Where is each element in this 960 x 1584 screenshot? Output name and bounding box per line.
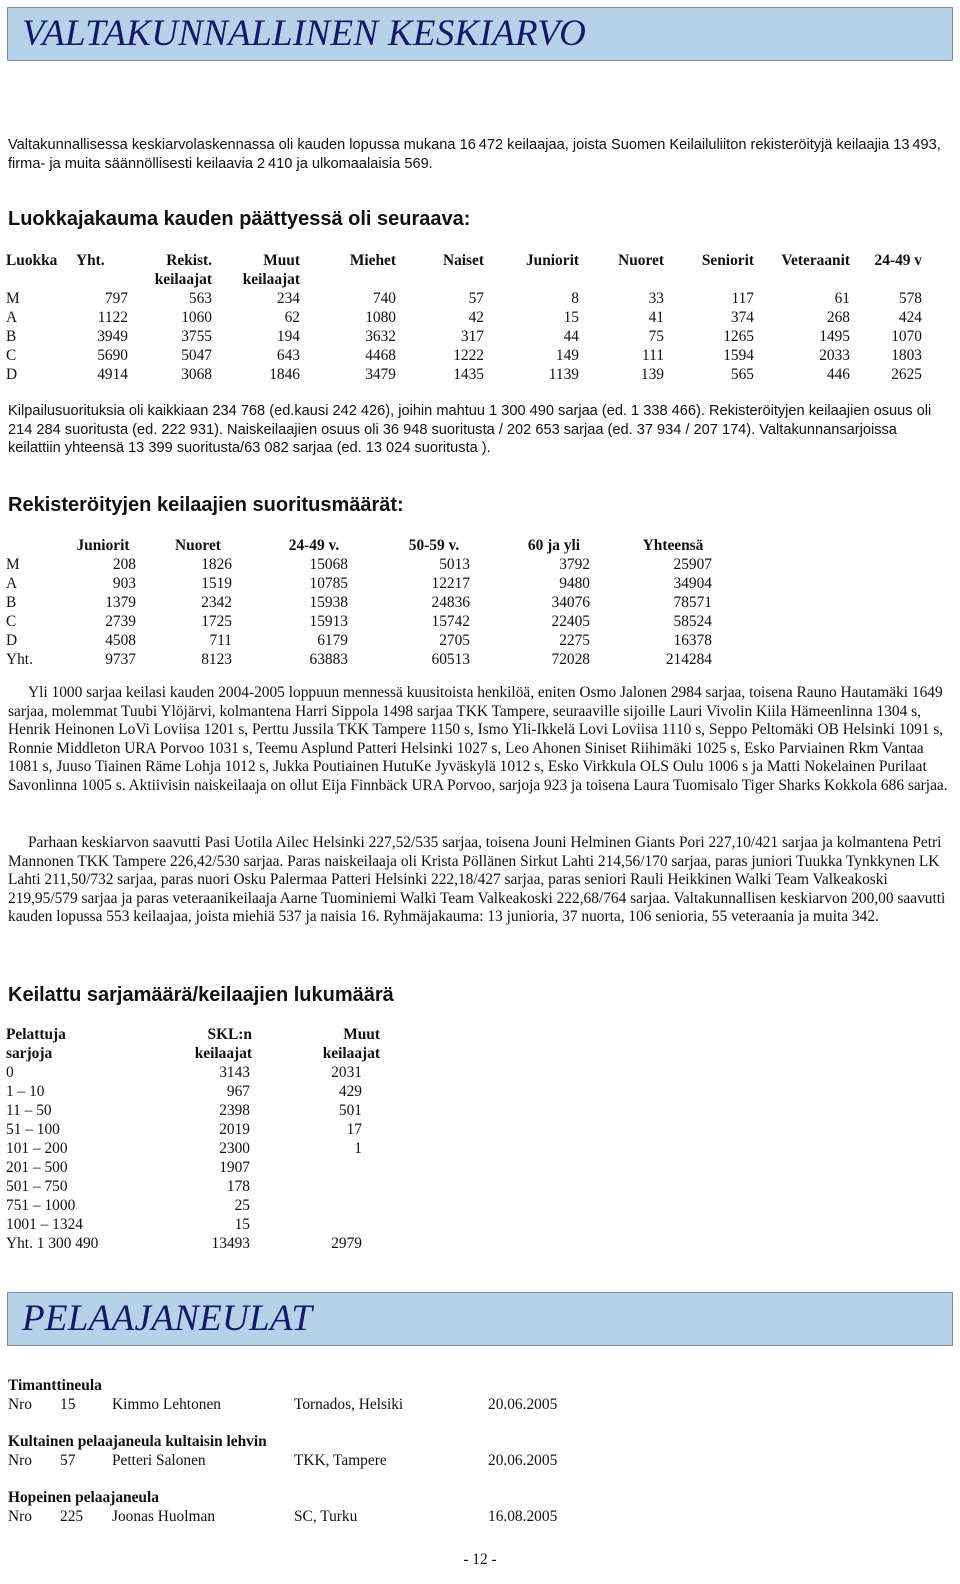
table-cell: 1379 [105,594,136,611]
row-label: C [6,613,17,630]
table-cell: 72028 [551,651,590,668]
col-24-49: 24-49 v. [288,537,340,554]
award-name: Petteri Salonen [112,1452,206,1469]
subheader-keilaajat: keilaajat [242,271,300,288]
table-cell: 643 [276,347,300,364]
table-cell: 2398 [219,1102,250,1119]
section-banner [7,1292,953,1346]
table-cell: 1725 [201,613,232,630]
table-cell: 5013 [439,556,470,573]
award-entry [8,1488,558,1526]
row-label: A [6,575,18,592]
col-rekist: Rekist. [166,252,212,269]
col-nuoret: Nuoret [175,537,221,554]
parhaan-paragraph: Parhaan keskiarvon saavutti Pasi Uotila Ailec Helsinki 227,52/535 sarjaa, toisena Jouni Helminen Giants Pori 227,10/421 sarjaa ja kolmantena Petri Mannonen TKK Tampere 226,42/530 sarjaa. Paras naiskeilaaja oli Krista Pöllänen Sirkut Lahti 214,56/170 sarjaa, paras juniori Tuukka Tynkkynen LK Lahti 211,50/732 sarjaa, paras nuori Osku Palermaa Patteri Helsinki 222,18/427 sarjaa, paras seniori Rauli Heikkinen Walki Team Valkeakoski 219,95/579 sarjaa ja paras veteraanikeilaaja Aarne Tuominiemi Walki Team Valkeakoski 222,68/764 sarjaa. Valtakunnallisen keskiarvon 200,00 saavutti kauden lopussa 553 keilaajaa, joista miehiä 537 ja naisia 16. Ryhmäjakauma: 13 junioria, 37 nuorta, 106 senioria, 55 veteraania ja muita 342. [8,834,946,926]
table-cell [252,1177,380,1196]
page-number: - 12 - [463,1551,497,1568]
table-cell: 5690 [97,347,128,364]
col-muut-keilaajat: Muut keilaajat [322,1026,380,1062]
table-cell: 17 [346,1121,362,1138]
table-row [6,612,732,631]
col-seniorit: Seniorit [701,252,754,269]
table-cell: 25907 [673,556,712,573]
table-cell: 374 [730,309,754,326]
col-50-59: 50-59 v. [408,537,460,554]
table-cell: 1803 [891,347,922,364]
table-cell: 15 [234,1216,250,1233]
row-label: 0 [6,1064,14,1081]
table-subheader-row [6,270,922,289]
award-entry [8,1376,558,1414]
row-label: 751 – 1000 [6,1197,76,1214]
table-cell: 2625 [891,366,922,383]
table-cell: 1222 [453,347,484,364]
table-cell: 2033 [819,347,850,364]
table-cell: 214284 [665,651,712,668]
table-cell: 1080 [365,309,396,326]
table-cell: 24836 [431,594,470,611]
table-row [6,346,922,365]
table-cell: 2739 [105,613,136,630]
table-row [6,555,732,574]
table-cell: 22405 [551,613,590,630]
award-row [8,1451,558,1470]
table-cell: 711 [209,632,232,649]
table-header-row [6,251,922,270]
table-cell: 3755 [181,328,212,345]
table-cell: 6179 [317,632,348,649]
award-title: Timanttineula [8,1377,102,1394]
row-label: 11 – 50 [6,1102,52,1119]
table-row [6,1120,380,1139]
table-row [6,289,922,308]
table-row [6,1215,380,1234]
table-cell: 178 [226,1178,250,1195]
table-row [6,1177,380,1196]
table-cell: 61 [834,290,850,307]
table-cell: 2705 [439,632,470,649]
table-cell: 740 [372,290,396,307]
table-row [6,327,922,346]
table-cell: 58524 [673,613,712,630]
row-label: 1 – 10 [6,1083,45,1100]
subheader-keilaajat: keilaajat [154,271,212,288]
intro-paragraph: Valtakunnallisessa keskiarvolaskennassa oli kauden lopussa mukana 16 472 keilaajaa, joista Suomen Keilailuliiton rekisteröityjä keilaajia 13 493, firma- ja muita säännöllisesti keilaavia 2 410 ja ulkomaalaisia 569. [8,137,941,172]
award-title: Kultainen pelaajaneula kultaisin lehvin [8,1433,267,1450]
yli1000-paragraph: Yli 1000 sarjaa keilasi kauden 2004-2005 loppuun mennessä kuusitoista henkilöä, eniten Osmo Jalonen 2984 sarjaa, toisena Rauno Hautamäki 1649 sarjaa, molemmat Tuubi Ylöjärvi, kolmantena Harri Sippola 1498 sarjaa TKK Tampere, seuraaville sijoille Lauri Vivolin Kiila Hämeenlinna 1304 s, Henrik Heinonen LoVi Loviisa 1201 s, Perttu Jussila TKK Tampere 1150 s, Ismo Yli-Ikkelä Lovi Loviisa 1110 s, Seppo Peltomäki OB Helsinki 1091 s, Ronnie Middleton URA Porvoo 1031 s, Teemu Asplund Patteri Helsinki 1027 s, Leo Ahonen Siniset Riihimäki 1025 s, Esko Parviainen Rkm Vantaa 1081 s, Juuso Tiainen Räme Lohja 1012 s, Jukka Poutiainen HutuKe Jyväskylä 1012 s, Esko Virkkula OLS Oulu 1006 s ja Matti Nokelainen Purilaat Savonlinna 1005 s. Aktiivisin naiskeilaaja on ollut Eija Finnbäck URA Porvoo, sarjoja 923 ja toisena Laura Tuomisalo Tiger Sharks Kokkola 686 sarjaa. [8,684,948,794]
section-banner [7,7,953,61]
table-cell: 41 [648,309,664,326]
table-row [6,365,922,384]
table-cell: 429 [338,1083,362,1100]
table-cell: 563 [188,290,212,307]
table-cell: 3792 [559,556,590,573]
table-cell: 797 [104,290,128,307]
table-cell: 34904 [673,575,712,592]
award-nro-label: Nro [8,1508,32,1525]
col-naiset: Naiset [442,252,484,269]
table-cell: 2019 [219,1121,250,1138]
section-title: PELAAJANEULAT [22,1298,313,1339]
award-row [8,1395,558,1414]
table-cell: 15938 [309,594,348,611]
table-cell: 2275 [559,632,590,649]
table-cell: 117 [731,290,754,307]
table-cell: 8123 [201,651,232,668]
table-header-row [6,1025,380,1063]
table-cell: 1070 [891,328,922,345]
award-club: Tornados, Helsiki [294,1396,404,1413]
table-cell: 25 [234,1197,250,1214]
table-cell: 1519 [201,575,232,592]
table-cell [252,1196,380,1215]
table-cell: 13493 [211,1235,250,1252]
table-cell: 3632 [365,328,396,345]
col-juniorit: Juniorit [76,537,130,554]
award-entry [8,1432,558,1470]
table-cell: 16378 [673,632,712,649]
table-cell: 4508 [105,632,136,649]
col-blank [6,536,64,555]
table-cell: 63883 [309,651,348,668]
table-cell: 62 [284,309,300,326]
table-row [6,1196,380,1215]
award-club: SC, Turku [294,1508,358,1525]
table-cell: 234 [276,290,300,307]
table-cell: 1846 [269,366,300,383]
award-nro-label: Nro [8,1452,32,1469]
table-cell: 15 [563,309,579,326]
table-cell: 2300 [219,1140,250,1157]
series-count-table [6,1025,380,1253]
table-cell: 194 [276,328,300,345]
col-juniorit: Juniorit [525,252,579,269]
table-cell: 4914 [97,366,128,383]
row-label: 1001 – 1324 [6,1216,83,1233]
award-date: 16.08.2005 [488,1508,558,1525]
table-cell: 42 [468,309,484,326]
table-row [6,1234,380,1253]
table-cell: 9737 [105,651,136,668]
table-cell: 2342 [201,594,232,611]
row-label: 201 – 500 [6,1159,68,1176]
table-cell: 60513 [431,651,470,668]
table-cell: 12217 [431,575,470,592]
table-cell: 3143 [219,1064,250,1081]
table-cell: 15742 [431,613,470,630]
table-cell: 3479 [365,366,396,383]
table-cell: 317 [460,328,484,345]
table-cell: 446 [826,366,850,383]
table-cell: 1 [354,1140,362,1157]
award-date: 20.06.2005 [488,1396,558,1413]
table-cell: 57 [468,290,484,307]
table-row [6,308,922,327]
row-label: 51 – 100 [6,1121,60,1138]
table-cell [252,1215,380,1234]
award-nro: 225 [60,1508,84,1525]
table-row [6,1082,380,1101]
table-cell: 149 [555,347,579,364]
col-nuoret: Nuoret [618,252,664,269]
table-cell: 578 [898,290,922,307]
table-cell: 75 [648,328,664,345]
table-cell: 1907 [219,1159,250,1176]
award-name: Kimmo Lehtonen [112,1396,221,1413]
award-row [8,1507,558,1526]
row-label: B [6,328,17,345]
table-cell: 111 [642,347,664,364]
table-row [6,1063,380,1082]
award-nro-label: Nro [8,1396,32,1413]
table-cell: 268 [826,309,850,326]
table-row [6,1101,380,1120]
table-cell: 4468 [365,347,396,364]
row-label: 101 – 200 [6,1140,68,1157]
table-cell: 78571 [673,594,712,611]
table-cell: 1826 [201,556,232,573]
col-yht: Yht. [76,252,105,269]
award-date: 20.06.2005 [488,1452,558,1469]
table-cell: 9480 [559,575,590,592]
col-pelattuja: Pelattuja sarjoja [6,1026,66,1062]
table-header-row [6,536,732,555]
table-cell: 34076 [551,594,590,611]
row-label: A [6,309,18,326]
table-cell: 208 [112,556,136,573]
row-label: D [6,632,18,649]
table-cell: 565 [730,366,754,383]
table-cell: 2031 [331,1064,362,1081]
table-cell: 44 [563,328,579,345]
table-cell: 1265 [723,328,754,345]
table-cell: 5047 [181,347,212,364]
table-cell [252,1158,380,1177]
table-row [6,650,732,669]
award-nro: 57 [60,1452,76,1469]
award-title: Hopeinen pelaajaneula [8,1489,159,1506]
table-row [6,1158,380,1177]
table-cell: 903 [112,575,136,592]
class-distribution-table [6,251,922,384]
table-cell: 1495 [819,328,850,345]
table-cell: 1594 [723,347,754,364]
col-60-ja-yli: 60 ja yli [527,537,581,554]
table-cell: 10785 [309,575,348,592]
heading-sarjamaara: Keilattu sarjamäärä/keilaajien lukumäärä [8,984,394,1006]
row-label: 501 – 750 [6,1178,68,1195]
row-label: M [6,556,20,573]
col-veteraanit: Veteraanit [781,252,850,269]
table-cell: 8 [571,290,579,307]
table-cell: 139 [640,366,664,383]
col-24-49: 24-49 v [874,252,922,269]
table-row [6,1139,380,1158]
heading-luokkajakauma: Luokkajakauma kauden päättyessä oli seuraava: [8,208,471,230]
table-cell: 1435 [453,366,484,383]
col-miehet: Miehet [349,252,396,269]
row-label: Yht. 1 300 490 [6,1235,99,1252]
table-cell: 424 [898,309,922,326]
table-cell: 501 [338,1102,362,1119]
table-cell: 3949 [97,328,128,345]
table-cell: 15913 [309,613,348,630]
col-skl-keilaajat: SKL:n keilaajat [194,1026,252,1062]
row-label: C [6,347,17,364]
row-label: B [6,594,17,611]
performance-table [6,536,732,669]
table-cell: 15068 [309,556,348,573]
table-cell: 1060 [181,309,212,326]
table-row [6,593,732,612]
col-muut: Muut [263,252,300,269]
kilpailu-paragraph: Kilpailusuorituksia oli kaikkiaan 234 768 (ed.kausi 242 426), joihin mahtuu 1 300 490 sarjaa (ed. 1 338 466). Rekisteröityjen keilaajien osuus oli 214 284 suoritusta (ed. 222 931). Naiskeilaajien osuus oli 36 948 suoritusta / 202 653 sarjaa (ed. 37 934 / 207 174). Valtakunnansarjoissa keilattiin yhteensä 13 399 suoritusta/63 082 sarjaa (ed. 13 024 suoritusta ). [8,403,932,457]
award-name: Joonas Huolman [112,1508,216,1525]
row-label: Yht. [6,651,33,668]
row-label: D [6,366,18,383]
col-luokka: Luokka [6,252,58,269]
heading-suoritusmaarat: Rekisteröityjen keilaajien suoritusmäärät: [8,494,404,516]
table-cell: 1139 [548,366,579,383]
section-title: VALTAKUNNALLINEN KESKIARVO [22,13,587,54]
col-yhteensa: Yhteensä [642,537,704,554]
table-cell: 1122 [97,309,128,326]
table-cell: 3068 [181,366,212,383]
table-row [6,574,732,593]
table-cell: 33 [648,290,664,307]
row-label: M [6,290,20,307]
table-cell: 967 [226,1083,250,1100]
award-club: TKK, Tampere [294,1452,387,1469]
table-cell: 2979 [331,1235,362,1252]
table-row [6,631,732,650]
award-nro: 15 [60,1396,76,1413]
